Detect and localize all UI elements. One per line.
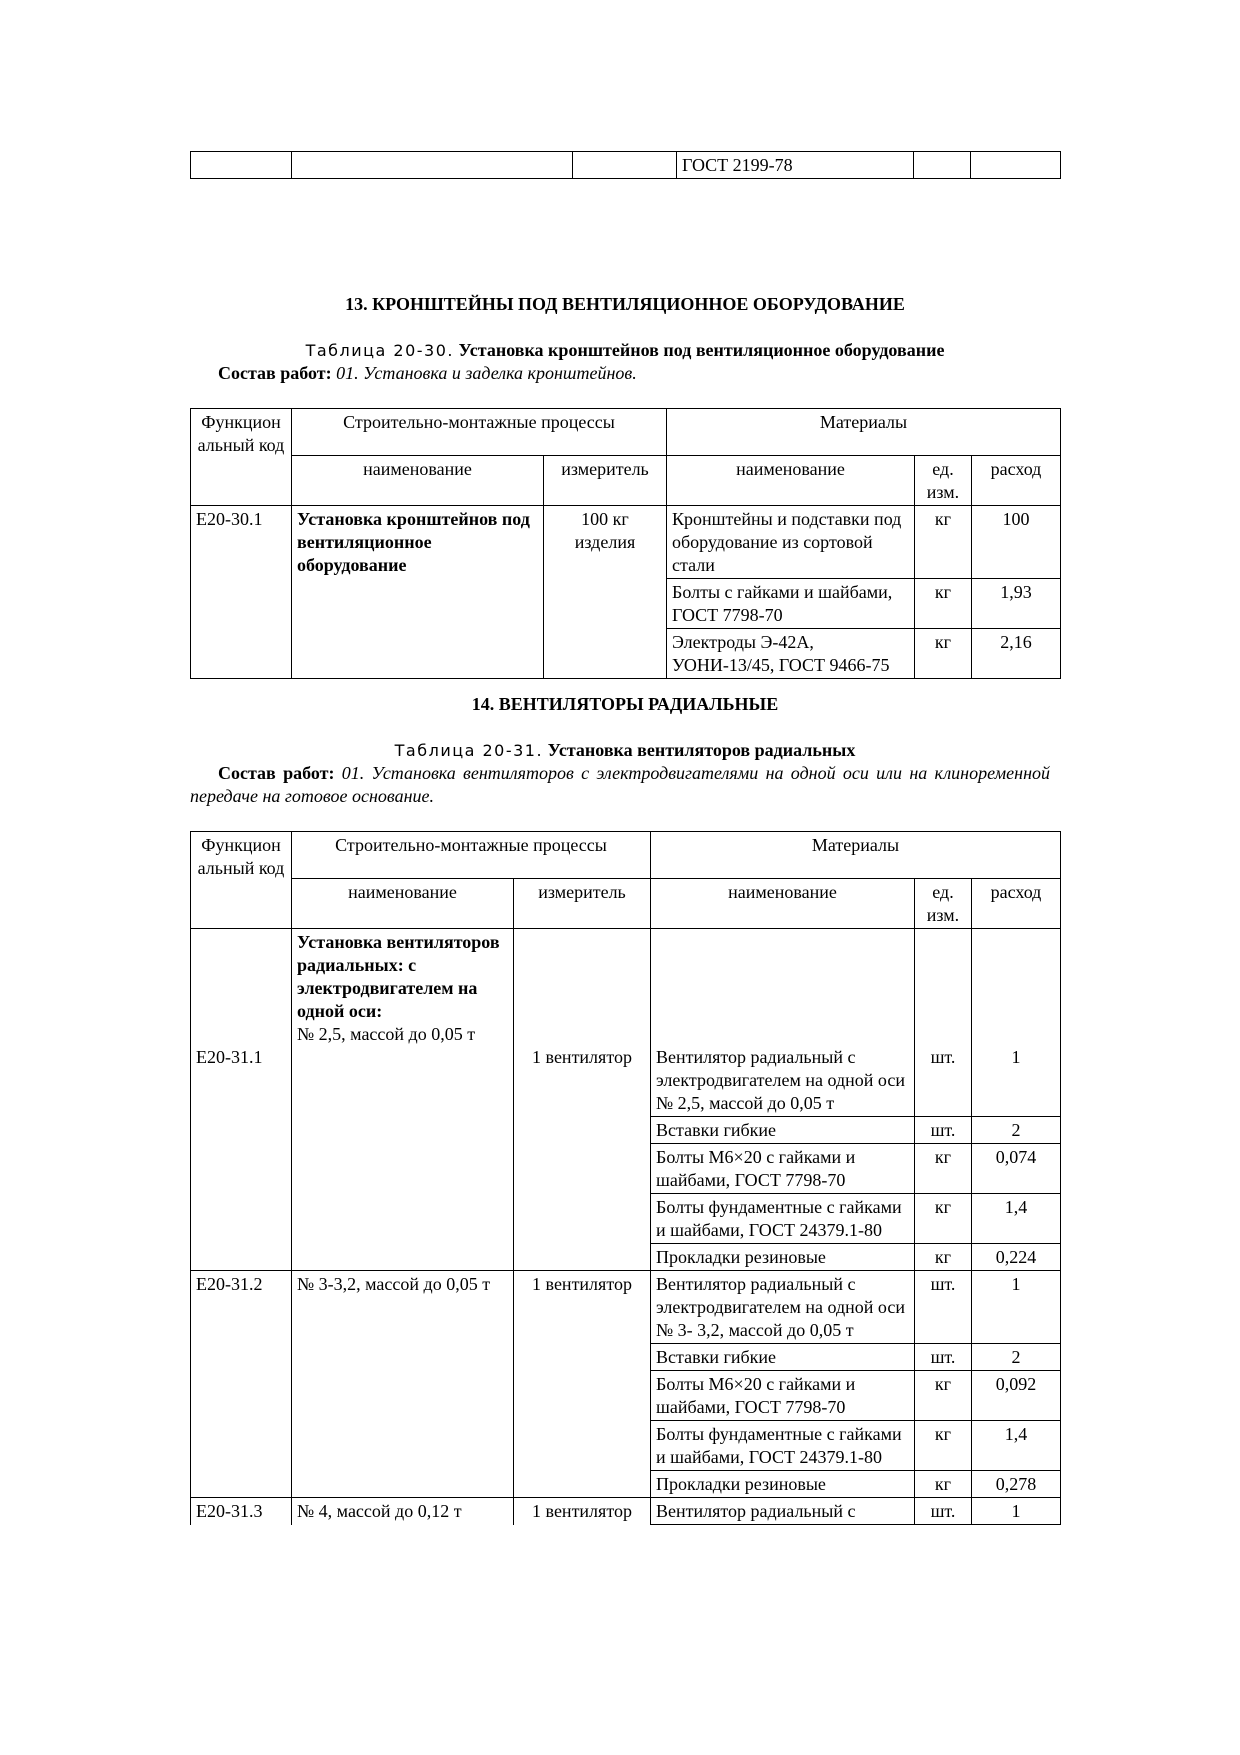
material-name: Кронштейны и подставки под оборудование из сортовой стали xyxy=(667,506,915,579)
header-func-code: Функцион альный код xyxy=(191,832,292,929)
material-name: Вентилятор радиальный с электродвигателем на одной оси № 2,5, массой до 0,05 т xyxy=(651,929,915,1117)
table-row xyxy=(191,1498,1061,1525)
header-func-code: Функцион альный код xyxy=(191,409,292,506)
material-qty: 1 xyxy=(972,929,1061,1117)
table-title: Установка вентиляторов радиальных xyxy=(547,740,856,760)
material-unit: кг xyxy=(915,579,972,629)
header-measure: измеритель xyxy=(544,456,667,506)
material-name: Болты фундаментные с гайками и шайбами, ГОСТ 24379.1-80 xyxy=(651,1421,915,1471)
header-mat-name: наименование xyxy=(667,456,915,506)
material-name: Вставки гибкие xyxy=(651,1117,915,1144)
material-unit: кг xyxy=(915,506,972,579)
header-processes: Строительно-монтажные процессы xyxy=(292,832,651,879)
header-materials: Материалы xyxy=(667,409,1061,456)
top-table xyxy=(190,151,1061,179)
header-measure: измеритель xyxy=(514,879,651,929)
row-code: Е20-31.1 xyxy=(191,929,292,1271)
table-row xyxy=(191,152,1061,179)
group-title: Установка вентиляторов радиальных: с электродвигателем на одной оси: xyxy=(297,932,500,1021)
top-cell xyxy=(914,152,971,179)
material-unit: кг xyxy=(915,1244,972,1271)
material-name: Вставки гибкие xyxy=(651,1344,915,1371)
material-unit: шт. xyxy=(915,929,972,1117)
material-name: Электроды Э-42А, УОНИ-13/45, ГОСТ 9466-75 xyxy=(667,629,915,679)
material-unit: кг xyxy=(915,1144,972,1194)
material-unit: кг xyxy=(915,1371,972,1421)
header-materials: Материалы xyxy=(651,832,1061,879)
material-unit: кг xyxy=(915,1471,972,1498)
material-unit: кг xyxy=(915,1194,972,1244)
top-cell-gost: ГОСТ 2199-78 xyxy=(677,152,914,179)
material-qty: 1,4 xyxy=(972,1194,1061,1244)
material-name: Прокладки резиновые xyxy=(651,1471,915,1498)
sostav-rabot-13 xyxy=(218,362,1078,385)
row-code: Е20-31.3 xyxy=(191,1498,292,1525)
header-name: наименование xyxy=(292,456,544,506)
row-process: № 3-3,2, массой до 0,05 т xyxy=(292,1271,514,1498)
material-unit: кг xyxy=(915,1421,972,1471)
material-qty: 0,074 xyxy=(972,1144,1061,1194)
table-label: Таблица 20-30. xyxy=(305,341,454,360)
row-process: № 4, массой до 0,12 т xyxy=(292,1498,514,1525)
header-unit: ед. изм. xyxy=(915,456,972,506)
material-unit: шт. xyxy=(915,1498,972,1525)
material-name: Вентилятор радиальный с электродвигателем на одной оси № 3- 3,2, массой до 0,05 т xyxy=(651,1271,915,1344)
material-name: Вентилятор радиальный с xyxy=(651,1498,915,1525)
material-qty: 1 xyxy=(972,1271,1061,1344)
header-processes: Строительно-монтажные процессы xyxy=(292,409,667,456)
table-row xyxy=(191,1271,1061,1344)
top-cell xyxy=(573,152,677,179)
top-cell xyxy=(191,152,292,179)
section-14-heading: 14. ВЕНТИЛЯТОРЫ РАДИАЛЬНЫЕ xyxy=(471,694,779,714)
sostav-text: 01. Установка вентиляторов с электродвигателями на одной оси или на клиноременной передаче на готовое основание. xyxy=(190,763,1050,806)
header-mat-name: наименование xyxy=(651,879,915,929)
table-20-31-caption xyxy=(190,739,1060,762)
material-qty: 2 xyxy=(972,1344,1061,1371)
row-measure: 1 вентилятор xyxy=(514,1498,651,1525)
material-name: Болты М6×20 с гайками и шайбами, ГОСТ 7798-70 xyxy=(651,1144,915,1194)
top-cell xyxy=(292,152,573,179)
sostav-text: 01. Установка и заделка кронштейнов. xyxy=(336,363,637,383)
material-name: Болты фундаментные с гайками и шайбами, ГОСТ 24379.1-80 xyxy=(651,1194,915,1244)
material-qty: 100 xyxy=(972,506,1061,579)
row-process: Установка кронштейнов под вентиляционное оборудование xyxy=(292,506,544,679)
material-qty: 2,16 xyxy=(972,629,1061,679)
material-unit: шт. xyxy=(915,1117,972,1144)
table-label: Таблица 20-31. xyxy=(394,741,544,760)
top-cell xyxy=(971,152,1061,179)
header-consumption: расход xyxy=(972,456,1061,506)
row-process xyxy=(292,929,514,1271)
header-name: наименование xyxy=(292,879,514,929)
sostav-rabot-14 xyxy=(190,762,1050,808)
row-measure: 100 кг изделия xyxy=(544,506,667,679)
process-name: № 2,5, массой до 0,05 т xyxy=(297,1024,476,1044)
table-header-row xyxy=(191,832,1061,879)
row-measure: 1 вентилятор xyxy=(514,929,651,1271)
table-20-30-caption xyxy=(190,339,1060,362)
table-header-row xyxy=(191,879,1061,929)
material-name: Болты М6×20 с гайками и шайбами, ГОСТ 7798-70 xyxy=(651,1371,915,1421)
table-row xyxy=(191,506,1061,579)
material-qty: 0,092 xyxy=(972,1371,1061,1421)
row-code: Е20-31.2 xyxy=(191,1271,292,1498)
material-qty: 1,4 xyxy=(972,1421,1061,1471)
table-20-30 xyxy=(190,408,1061,679)
material-qty: 0,278 xyxy=(972,1471,1061,1498)
sostav-label: Состав работ: xyxy=(218,763,335,783)
header-unit: ед. изм. xyxy=(915,879,972,929)
material-qty: 1 xyxy=(972,1498,1061,1525)
table-title: Установка кронштейнов под вентиляционное оборудование xyxy=(458,340,945,360)
row-code: Е20-30.1 xyxy=(191,506,292,679)
material-qty: 2 xyxy=(972,1117,1061,1144)
material-name: Болты с гайками и шайбами, ГОСТ 7798-70 xyxy=(667,579,915,629)
material-unit: шт. xyxy=(915,1344,972,1371)
material-name: Прокладки резиновые xyxy=(651,1244,915,1271)
table-header-row xyxy=(191,409,1061,456)
section-13-heading: 13. КРОНШТЕЙНЫ ПОД ВЕНТИЛЯЦИОННОЕ ОБОРУДОВАНИЕ xyxy=(345,294,905,314)
table-20-31 xyxy=(190,831,1061,1525)
table-header-row xyxy=(191,456,1061,506)
header-consumption: расход xyxy=(972,879,1061,929)
material-qty: 0,224 xyxy=(972,1244,1061,1271)
row-measure: 1 вентилятор xyxy=(514,1271,651,1498)
sostav-label: Состав работ: xyxy=(218,363,332,383)
material-unit: шт. xyxy=(915,1271,972,1344)
table-row xyxy=(191,929,1061,1117)
material-unit: кг xyxy=(915,629,972,679)
material-qty: 1,93 xyxy=(972,579,1061,629)
